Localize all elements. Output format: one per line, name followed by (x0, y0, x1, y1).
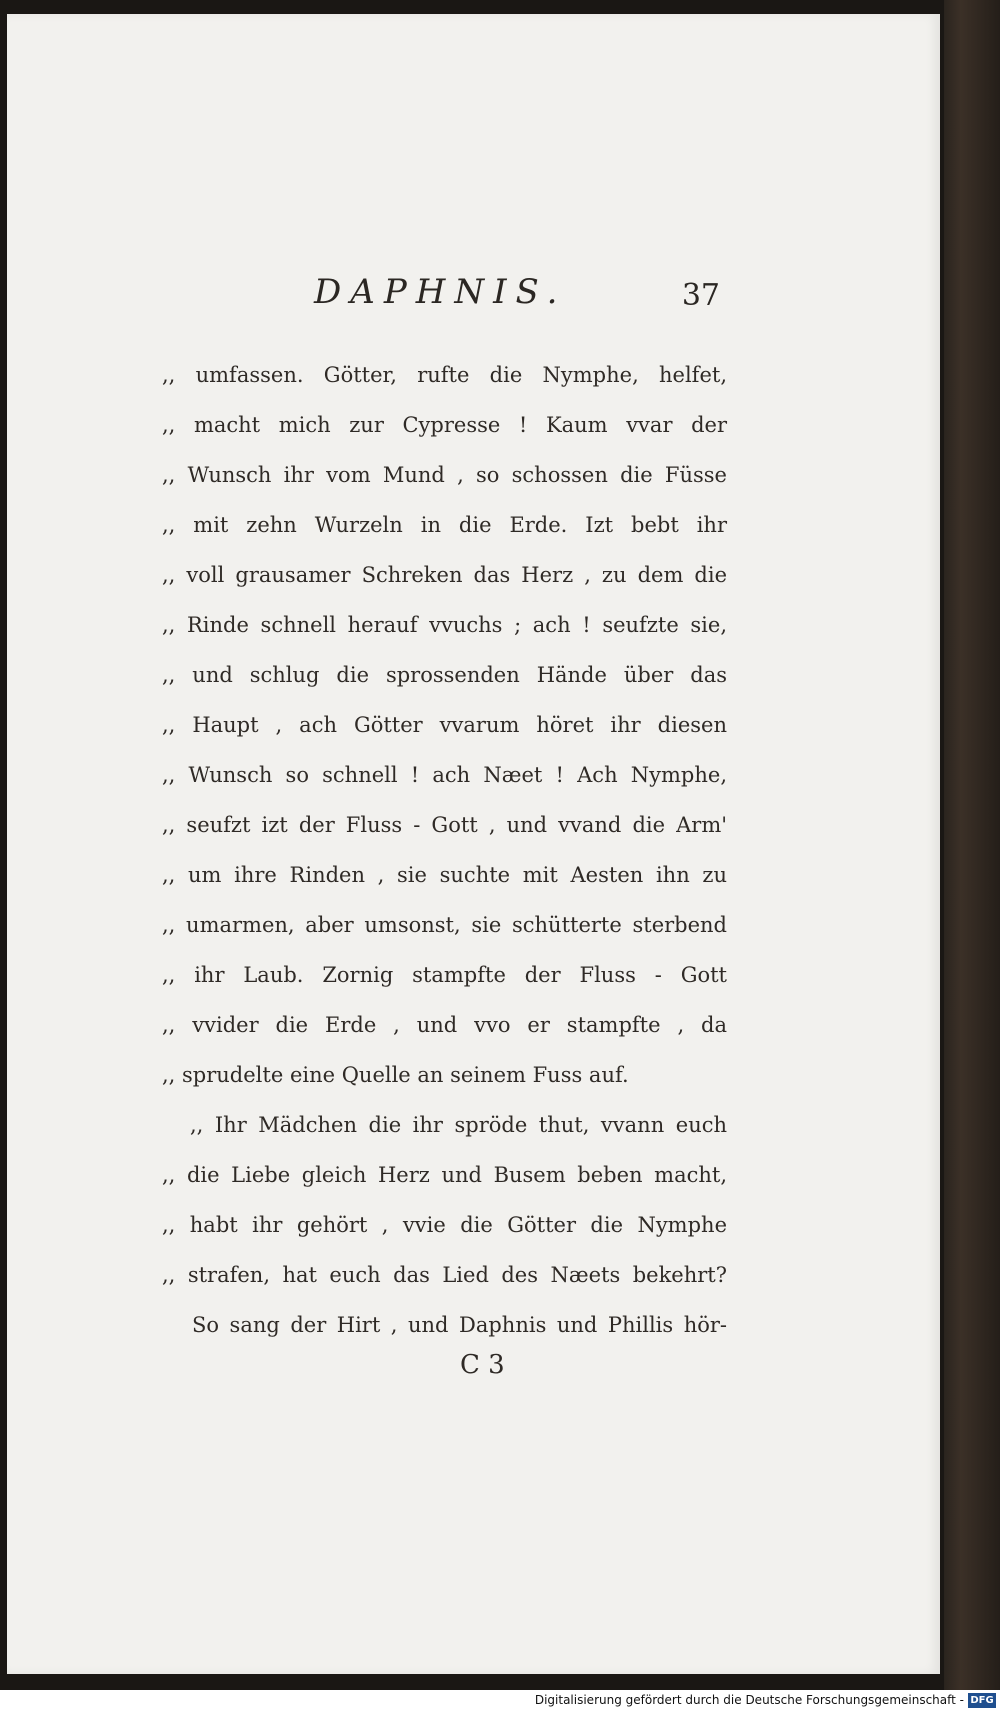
text-line: ,, mit zehn Wurzeln in die Erde. Izt bebt ihr (162, 513, 727, 537)
text-line: ,, strafen, hat euch das Lied des Næets bekehrt? (162, 1263, 727, 1287)
text-line: ,, voll grausamer Schreken das Herz , zu dem die (162, 563, 727, 587)
text-line: ,, macht mich zur Cypresse ! Kaum vvar der (162, 413, 727, 437)
running-head: DAPHNIS. (314, 272, 567, 312)
body-text (162, 350, 727, 1350)
text-line: ,, Ihr Mädchen die ihr spröde thut, vvann euch (190, 1113, 727, 1137)
funding-credit: Digitalisierung gefördert durch die Deutsche Forschungsgemeinschaft - (534, 1693, 964, 1707)
text-line: ,, vvider die Erde , und vvo er stampfte , da (162, 1013, 727, 1037)
text-line: ,, um ihre Rinden , sie suchte mit Aesten ihn zu (162, 863, 727, 887)
signature-mark: C 3 (460, 1350, 505, 1380)
text-line: ,, habt ihr gehört , vvie die Götter die Nymphe (162, 1213, 727, 1237)
text-line: ,, umfassen. Götter, rufte die Nymphe, helfet, (162, 363, 727, 387)
dfg-logo: DFG (968, 1693, 996, 1708)
text-line: ,, seufzt izt der Fluss - Gott , und vvand die Arm' (162, 813, 727, 837)
text-line: ,, sprudelte eine Quelle an seinem Fuss auf. (162, 1063, 629, 1087)
text-line: ,, Wunsch so schnell ! ach Næet ! Ach Nymphe, (162, 763, 727, 787)
text-line: ,, und schlug die sprossenden Hände über das (162, 663, 727, 687)
text-line: So sang der Hirt , und Daphnis und Phillis hör- (192, 1313, 727, 1337)
text-line: ,, Rinde schnell herauf vvuchs ; ach ! seufzte sie, (162, 613, 727, 637)
text-line: ,, umarmen, aber umsonst, sie schütterte sterbend (162, 913, 727, 937)
page-header (300, 270, 720, 320)
page-number: 37 (681, 278, 720, 313)
book-edge (944, 0, 1000, 1690)
text-line: ,, die Liebe gleich Herz und Busem beben macht, (162, 1163, 727, 1187)
text-line: ,, ihr Laub. Zornig stampfte der Fluss - Gott (162, 963, 727, 987)
text-line: ,, Wunsch ihr vom Mund , so schossen die Füsse (162, 463, 727, 487)
text-line: ,, Haupt , ach Götter vvarum höret ihr diesen (162, 713, 727, 737)
